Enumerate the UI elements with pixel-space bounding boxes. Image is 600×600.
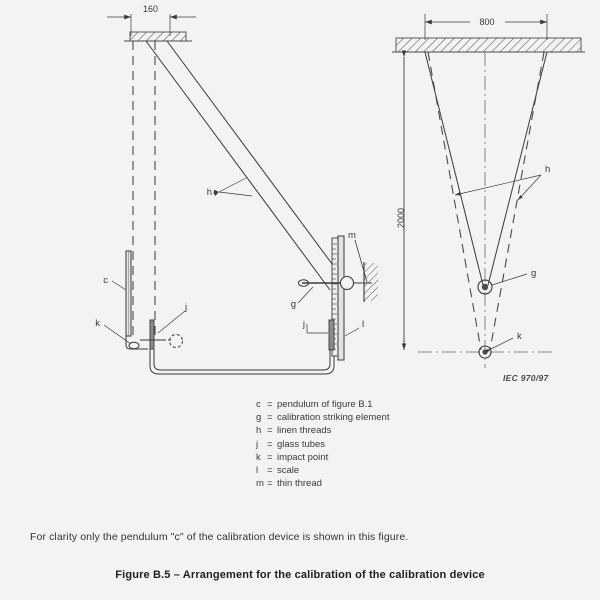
legend-value: linen threads <box>277 425 332 437</box>
threads-rest-position <box>133 41 155 340</box>
legend-equals: = <box>267 412 273 424</box>
callout-g-side-label: g <box>290 299 296 310</box>
dimension-2000-label: 2000 <box>396 207 406 229</box>
callout-c-label: c <box>103 275 108 286</box>
legend-key: h <box>256 425 262 437</box>
callout-k-side <box>95 318 139 349</box>
legend-equals: = <box>267 451 273 463</box>
legend-item <box>256 398 496 411</box>
legend-item <box>256 477 496 490</box>
striking-element-marker-front <box>478 268 536 294</box>
callout-h-front-label: h <box>545 164 551 175</box>
front-view-group <box>392 14 585 368</box>
callout-g-front-label: g <box>531 268 537 279</box>
legend-key: m <box>256 478 264 490</box>
legend-item <box>256 451 496 464</box>
callout-j-side-label: j <box>185 302 188 313</box>
linen-threads-front-dashed <box>428 52 544 350</box>
callout-l-side-label: l <box>362 319 365 330</box>
callout-m-label: m <box>348 230 356 241</box>
legend-item <box>256 438 496 451</box>
legend-item <box>256 424 496 437</box>
legend-equals: = <box>267 399 273 410</box>
callout-c <box>103 275 126 290</box>
scale-l <box>329 236 344 360</box>
legend-key: k <box>256 451 261 463</box>
impact-point-marker-front <box>479 331 522 358</box>
pendulum-c <box>126 251 131 336</box>
legend-equals: = <box>267 425 273 437</box>
dimension-160-label: 160 <box>142 4 159 14</box>
callout-k-side-label: k <box>95 318 100 329</box>
callout-j-side <box>158 302 187 333</box>
dimension-2000 <box>396 57 406 350</box>
side-view-ceiling <box>124 32 192 41</box>
dimension-800-label: 800 <box>479 17 495 27</box>
legend-key: g <box>256 412 262 424</box>
legend-key: l <box>256 465 259 477</box>
linen-threads-side <box>146 41 338 290</box>
callout-k-front-label: k <box>517 331 522 342</box>
legend-value: impact point <box>277 451 329 463</box>
front-view-ceiling <box>392 38 585 52</box>
legend-item <box>256 464 496 477</box>
legend-equals: = <box>267 465 273 477</box>
wall-support <box>364 262 378 302</box>
legend-equals: = <box>267 438 273 450</box>
legend-value: pendulum of figure B.1 <box>277 399 373 410</box>
side-view-group <box>95 4 378 374</box>
legend-list <box>256 398 496 490</box>
dimension-800 <box>425 14 547 40</box>
legend-value: thin thread <box>277 478 322 490</box>
legend-value: scale <box>277 465 300 477</box>
callout-l-side <box>345 319 364 336</box>
legend-value: calibration striking element <box>277 412 390 424</box>
linen-threads-front-solid <box>425 52 547 285</box>
connecting-tube <box>150 349 334 374</box>
legend-key: c <box>256 399 261 410</box>
legend-item <box>256 411 496 424</box>
callout-h-side <box>207 178 252 198</box>
figure-caption: Figure B.5 – Arrangement for the calibration of the calibration device <box>115 569 485 581</box>
callout-g-side <box>291 287 313 310</box>
legend-equals: = <box>267 478 273 490</box>
callout-h-front <box>455 164 550 200</box>
callout-j-scale <box>302 319 328 333</box>
iec-reference-code: IEC 970/97 <box>503 373 549 383</box>
glass-tube-left <box>126 320 183 349</box>
striking-element-g <box>299 277 354 290</box>
dimension-160 <box>107 4 196 36</box>
callout-j-scale-label: j <box>302 319 305 330</box>
legend-key: j <box>256 438 259 450</box>
clarity-note: For clarity only the pendulum "c" of the calibration device is shown in this figure. <box>30 531 409 543</box>
legend-value: glass tubes <box>277 438 326 450</box>
callout-h-side-label: h <box>206 187 212 198</box>
